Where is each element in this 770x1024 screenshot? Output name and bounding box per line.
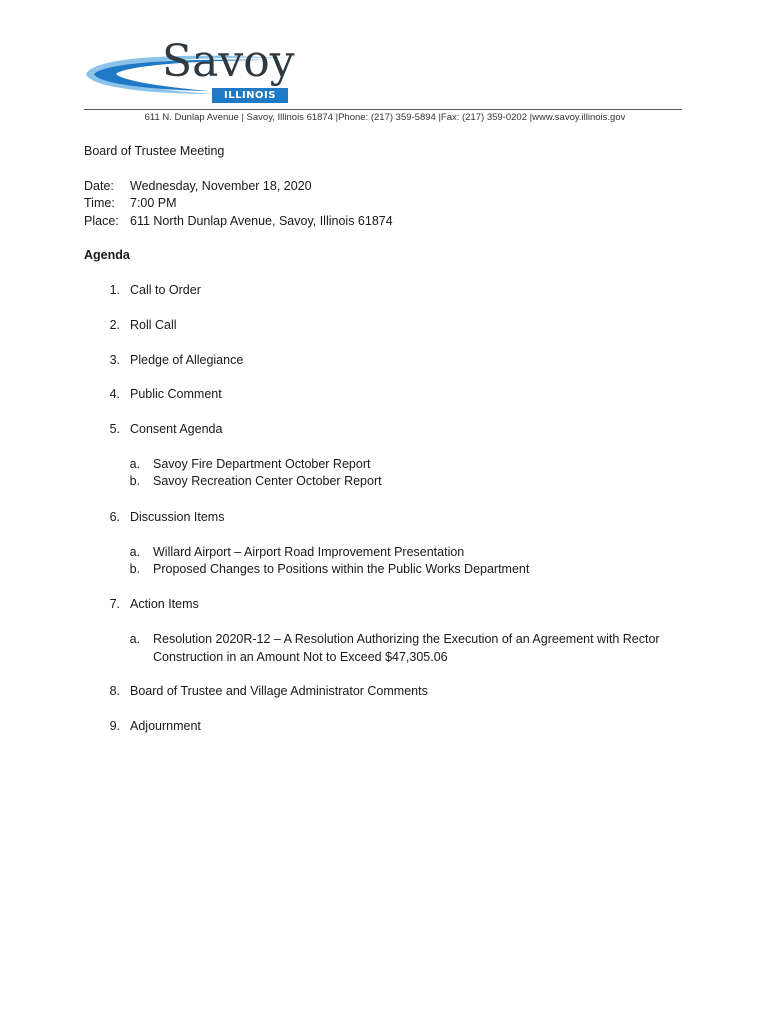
- time-value: 7:00 PM: [130, 196, 177, 210]
- agenda-item-number: 6.: [109, 510, 120, 524]
- agenda-item-number: 2.: [109, 318, 120, 332]
- place-value: 611 North Dunlap Avenue, Savoy, Illinois 61874: [130, 214, 393, 228]
- header-rule: [84, 109, 682, 110]
- logo-state-badge: ILLINOIS: [212, 88, 288, 103]
- agenda-item-number: 7.: [109, 597, 120, 611]
- sub-item-text: Resolution 2020R-12 – A Resolution Authorizing the Execution of an Agreement with Rector: [153, 632, 660, 646]
- agenda-item-text: Call to Order: [130, 283, 201, 297]
- contact-line: 611 N. Dunlap Avenue | Savoy, Illinois 61874 |Phone: (217) 359-5894 |Fax: (217) 359-0202 |www.savoy.illinois.gov: [144, 112, 626, 123]
- agenda-item-text: Consent Agenda: [130, 422, 223, 436]
- sub-item-text: Savoy Recreation Center October Report: [153, 474, 382, 488]
- agenda-item-text: Board of Trustee and Village Administrator Comments: [130, 684, 428, 698]
- agenda-item-number: 8.: [109, 684, 120, 698]
- sub-item-letter: a.: [129, 457, 140, 471]
- date-value: Wednesday, November 18, 2020: [130, 179, 312, 193]
- agenda-heading: Agenda: [84, 248, 130, 262]
- sub-item-text-continued: Construction in an Amount Not to Exceed $47,305.06: [153, 650, 448, 664]
- agenda-item-text: Public Comment: [130, 387, 222, 401]
- agenda-item-text: Roll Call: [130, 318, 177, 332]
- agenda-item-number: 4.: [109, 387, 120, 401]
- agenda-item-text: Adjournment: [130, 719, 201, 733]
- agenda-item-number: 9.: [109, 719, 120, 733]
- sub-item-text: Savoy Fire Department October Report: [153, 457, 371, 471]
- sub-item-text: Willard Airport – Airport Road Improvement Presentation: [153, 545, 465, 559]
- time-label: Time:: [84, 196, 115, 210]
- sub-item-letter: b.: [129, 562, 140, 576]
- place-label: Place:: [84, 214, 119, 228]
- agenda-item-text: Pledge of Allegiance: [130, 353, 244, 367]
- sub-item-letter: b.: [129, 474, 140, 488]
- agenda-item-number: 5.: [109, 422, 120, 436]
- sub-item-letter: a.: [129, 632, 140, 646]
- agenda-item-number: 1.: [109, 283, 120, 297]
- sub-item-text: Proposed Changes to Positions within the Public Works Department: [153, 562, 530, 576]
- meeting-title: Board of Trustee Meeting: [84, 144, 225, 158]
- agenda-item-number: 3.: [109, 353, 120, 367]
- agenda-item-text: Action Items: [130, 597, 199, 611]
- agenda-item-text: Discussion Items: [130, 510, 225, 524]
- sub-item-letter: a.: [129, 545, 140, 559]
- logo-wordmark: Savoy: [162, 36, 295, 87]
- date-label: Date:: [84, 179, 114, 193]
- savoy-logo: [84, 36, 295, 110]
